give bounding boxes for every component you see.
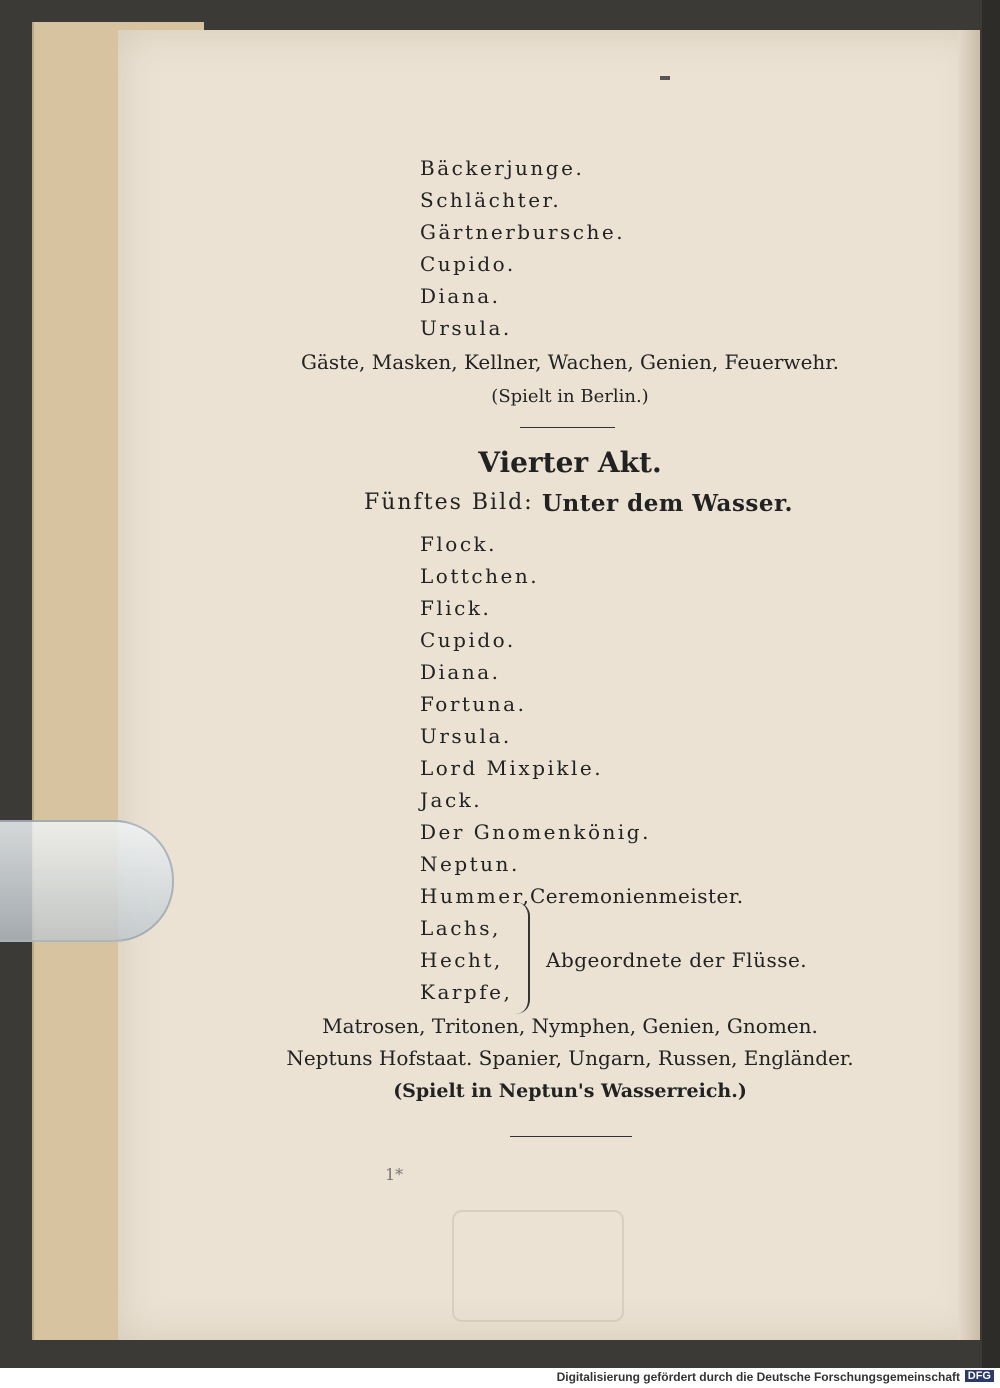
role-line: Lachs, bbox=[420, 916, 501, 940]
role-line: Cupido. bbox=[420, 252, 516, 276]
role-line: Gärtnerbursche. bbox=[420, 220, 626, 244]
role-line: Ursula. bbox=[420, 316, 512, 340]
role-group-label: Abgeordnete der Flüsse. bbox=[546, 948, 808, 972]
role-line: Jack. bbox=[420, 788, 483, 812]
page-clip bbox=[0, 820, 174, 942]
role-description: Ceremonienmeister. bbox=[530, 884, 744, 908]
act4-setting: (Spielt in Neptun's Wasserreich.) bbox=[393, 1080, 747, 1102]
role-line: Ursula. bbox=[420, 724, 512, 748]
section-rule bbox=[520, 427, 615, 428]
role-line: Hummer, bbox=[420, 884, 532, 908]
role-line: Lottchen. bbox=[420, 564, 540, 588]
footer-credit: Digitalisierung gefördert durch die Deutsche Forschungsgemeinschaft bbox=[556, 1370, 960, 1384]
dfg-logo: DFG bbox=[965, 1370, 994, 1382]
act-heading: Vierter Akt. bbox=[478, 446, 662, 479]
role-line: Bäckerjunge. bbox=[420, 156, 585, 180]
role-line: Flick. bbox=[420, 596, 492, 620]
role-line: Der Gnomenkönig. bbox=[420, 820, 651, 844]
role-line: Karpfe, bbox=[420, 980, 513, 1004]
scan-border bbox=[982, 0, 1000, 1368]
act4-extras: Matrosen, Tritonen, Nymphen, Genien, Gnomen. bbox=[322, 1014, 818, 1038]
role-line: Lord Mixpikle. bbox=[420, 756, 604, 780]
act3-setting: (Spielt in Berlin.) bbox=[491, 386, 649, 407]
page-edge bbox=[958, 30, 980, 1340]
role-line: Neptun. bbox=[420, 852, 520, 876]
scene-title: Unter dem Wasser. bbox=[542, 490, 793, 517]
act3-extras: Gäste, Masken, Kellner, Wachen, Genien, Feuerwehr. bbox=[300, 350, 840, 374]
act4-extras: Neptuns Hofstaat. Spanier, Ungarn, Russen, Engländer. bbox=[286, 1046, 854, 1070]
role-line: Diana. bbox=[420, 284, 501, 308]
role-line: Hecht, bbox=[420, 948, 503, 972]
grouping-brace bbox=[514, 902, 530, 1014]
role-line: Cupido. bbox=[420, 628, 516, 652]
library-stamp bbox=[452, 1210, 624, 1322]
page-number: 1* bbox=[385, 1165, 404, 1184]
role-line: Schlächter. bbox=[420, 188, 562, 212]
role-line: Diana. bbox=[420, 660, 501, 684]
footer-bar bbox=[0, 1368, 1000, 1388]
ink-mark bbox=[660, 76, 670, 80]
role-line: Flock. bbox=[420, 532, 497, 556]
section-rule bbox=[510, 1136, 632, 1137]
scene-label: Fünftes Bild: bbox=[364, 490, 534, 515]
role-line: Fortuna. bbox=[420, 692, 527, 716]
